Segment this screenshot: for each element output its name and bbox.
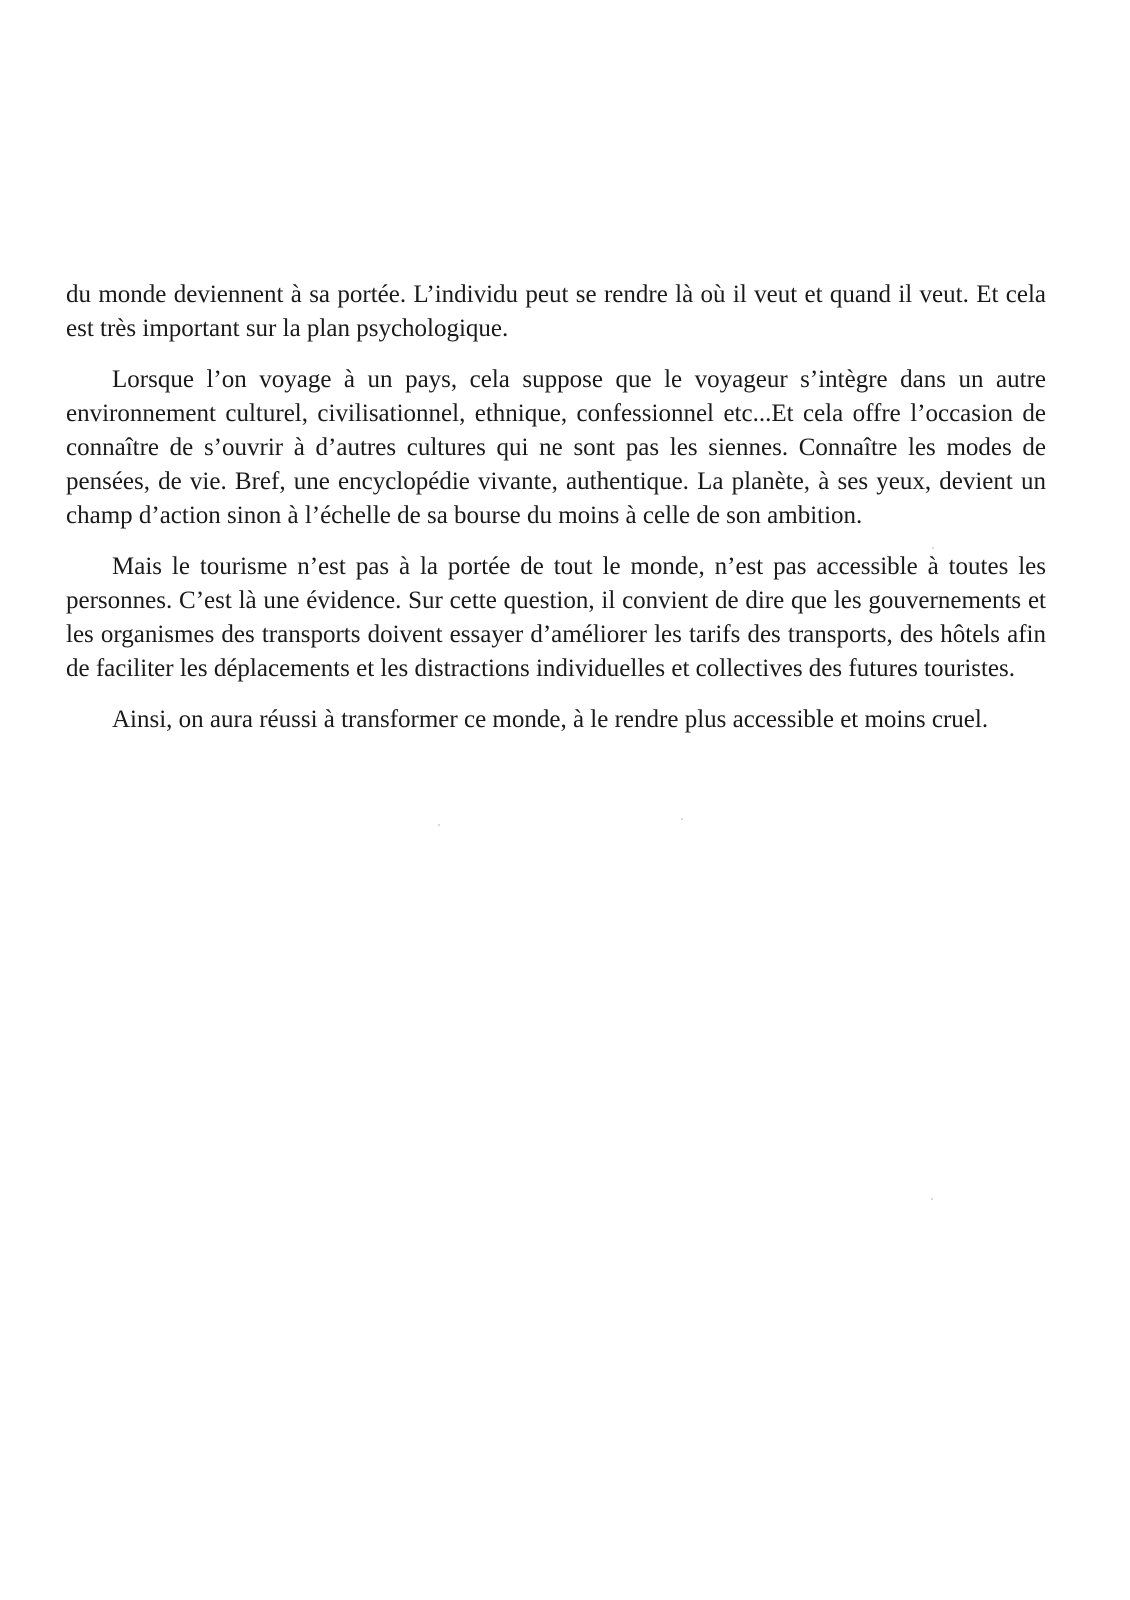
- scan-speck: [681, 818, 683, 820]
- paragraph-continuation: du monde deviennent à sa portée. L’individu peut se rendre là où il veut et quand il veut. Et cela est très important sur la plan psychologique.: [66, 281, 1046, 342]
- paragraph-travel-culture: Lorsque l’on voyage à un pays, cela suppose que le voyageur s’intègre dans un autre environnement culturel, civilisationnel, ethnique, confessionnel etc...Et cela offre l’occasion de connaître de s’ouvrir à d’autres cultures qui ne sont pas les siennes. Connaître les modes de pensées, de vie. Bref, une encyclopédie vivante, authentique. La planète, à ses yeux, devient un champ d’action sinon à l’échelle de sa bourse du moins à celle de son ambition.: [66, 366, 1046, 529]
- document-body: [66, 278, 1046, 737]
- scan-speck: [932, 547, 934, 549]
- paragraph-conclusion: Ainsi, on aura réussi à transformer ce monde, à le rendre plus accessible et moins cruel.: [112, 706, 989, 733]
- scan-speck: [438, 824, 440, 826]
- paragraph-tourism-access: Mais le tourisme n’est pas à la portée de tout le monde, n’est pas accessible à toutes les personnes. C’est là une évidence. Sur cette question, il convient de dire que les gouvernements et les organismes des transports doivent essayer d’améliorer les tarifs des transports, des hôtels afin de faciliter les déplacements et les distractions individuelles et collectives des futures touristes.: [66, 553, 1046, 682]
- scan-speck: [931, 1198, 933, 1200]
